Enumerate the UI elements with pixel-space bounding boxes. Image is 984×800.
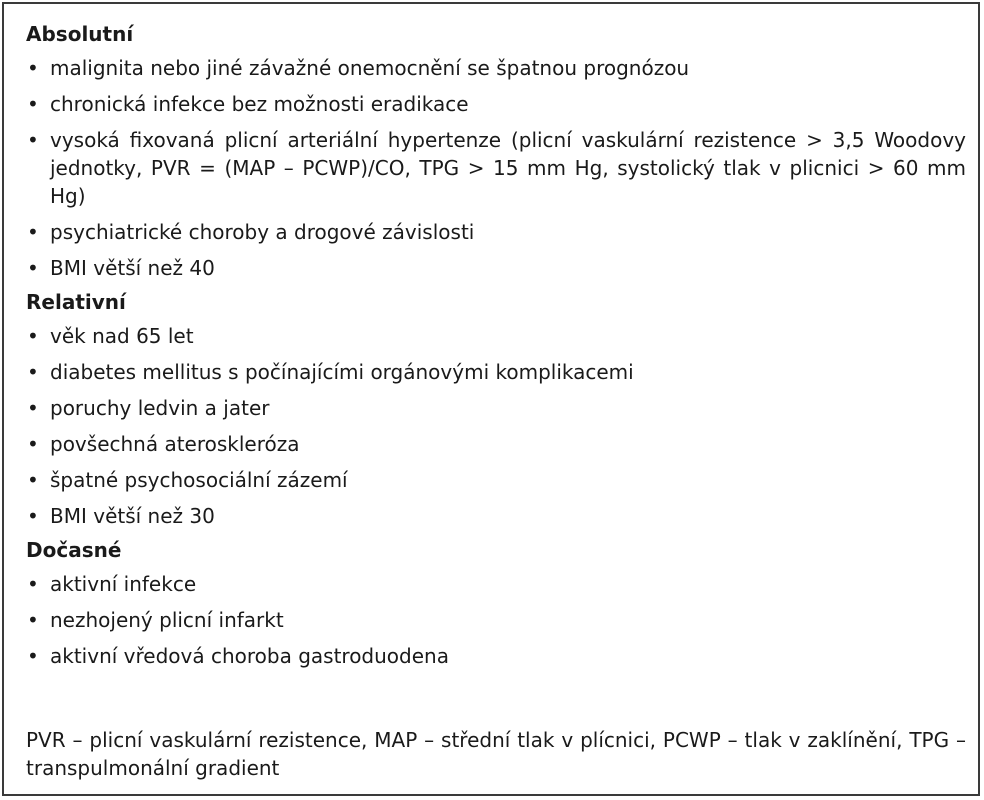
list-item-text: malignita nebo jiné závažné onemocnění se špatnou prognózou bbox=[50, 56, 690, 80]
list-item bbox=[26, 90, 966, 118]
bullet-icon: • bbox=[27, 360, 39, 384]
list-item-text: psychiatrické choroby a drogové závislosti bbox=[50, 220, 475, 244]
bullet-icon: • bbox=[27, 92, 39, 116]
bullet-icon: • bbox=[27, 432, 39, 456]
list-item-text: věk nad 65 let bbox=[50, 324, 194, 348]
table-content bbox=[26, 22, 966, 780]
bullet-icon: • bbox=[27, 572, 39, 596]
list-item bbox=[26, 394, 966, 422]
bullet-icon: • bbox=[27, 468, 39, 492]
list-item bbox=[26, 430, 966, 458]
list-item-text: chronická infekce bez možnosti eradikace bbox=[50, 92, 469, 116]
section-docasne bbox=[26, 538, 966, 670]
footnote: PVR – plicní vaskulární rezistence, MAP – střední tlak v plícnici, PCWP – tlak v zaklínění, TPG – transpulmonální gradient bbox=[26, 728, 966, 780]
list-item bbox=[26, 606, 966, 634]
list-item-text: nezhojený plicní infarkt bbox=[50, 608, 284, 632]
list-item bbox=[26, 358, 966, 386]
list-item bbox=[26, 570, 966, 598]
list-item-text: BMI větší než 30 bbox=[50, 504, 215, 528]
section-heading: Relativní bbox=[26, 290, 126, 314]
list-item bbox=[26, 126, 966, 210]
section-list bbox=[26, 54, 966, 282]
section-absolutni bbox=[26, 22, 966, 282]
bullet-icon: • bbox=[27, 128, 39, 152]
list-item-text: diabetes mellitus s počínajícími orgánovými komplikacemi bbox=[50, 360, 634, 384]
bullet-icon: • bbox=[27, 396, 39, 420]
section-heading: Dočasné bbox=[26, 538, 122, 562]
list-item-text: poruchy ledvin a jater bbox=[50, 396, 270, 420]
list-item-text: povšechná ateroskleróza bbox=[50, 432, 300, 456]
section-list bbox=[26, 322, 966, 530]
list-item-text: aktivní infekce bbox=[50, 572, 197, 596]
bullet-icon: • bbox=[27, 56, 39, 80]
list-item-text: vysoká fixovaná plicní arteriální hypertenze (plicní vaskulární rezistence > 3,5 Woodovy jednotky, PVR = (MAP – PCWP)/CO, TPG > 15 mm Hg, systolický tlak v plicnici > 60 mm Hg) bbox=[50, 128, 966, 208]
list-item-text: BMI větší než 40 bbox=[50, 256, 215, 280]
bullet-icon: • bbox=[27, 608, 39, 632]
list-item bbox=[26, 322, 966, 350]
section-heading: Absolutní bbox=[26, 22, 134, 46]
bullet-icon: • bbox=[27, 220, 39, 244]
list-item bbox=[26, 254, 966, 282]
section-list bbox=[26, 570, 966, 670]
list-item-text: aktivní vředová choroba gastroduodena bbox=[50, 644, 449, 668]
list-item bbox=[26, 642, 966, 670]
bullet-icon: • bbox=[27, 324, 39, 348]
bullet-icon: • bbox=[27, 644, 39, 668]
bullet-icon: • bbox=[27, 256, 39, 280]
list-item bbox=[26, 502, 966, 530]
list-item bbox=[26, 218, 966, 246]
table-frame bbox=[2, 2, 980, 796]
bullet-icon: • bbox=[27, 504, 39, 528]
list-item bbox=[26, 54, 966, 82]
list-item-text: špatné psychosociální zázemí bbox=[50, 468, 348, 492]
list-item bbox=[26, 466, 966, 494]
section-relativni bbox=[26, 290, 966, 530]
